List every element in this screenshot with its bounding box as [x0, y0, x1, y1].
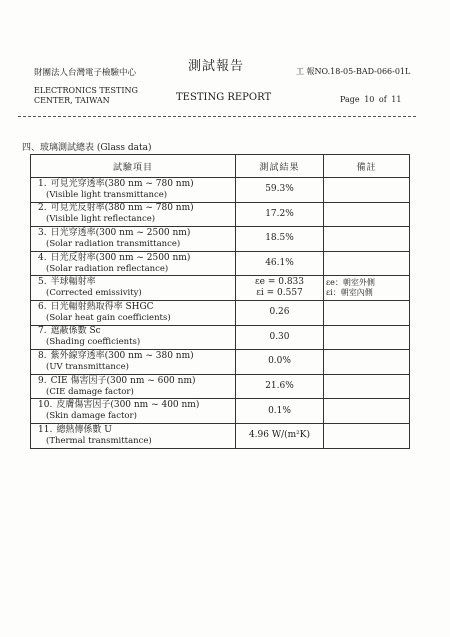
glass-data-table: [30, 154, 410, 449]
test-item-number: 7.: [38, 326, 47, 337]
table-row: [31, 300, 410, 325]
section-title: 四、玻璃測試總表 (Glass data): [22, 143, 152, 153]
test-item-cell: [31, 300, 236, 325]
table-body: [31, 178, 410, 449]
table-row: [31, 227, 410, 252]
document-title-en: TESTING REPORT: [176, 92, 272, 103]
test-item-cell: [31, 227, 236, 252]
table-row: [31, 202, 410, 227]
test-item-name-en: (Visible light transmittance): [46, 189, 168, 200]
test-item-title: [38, 228, 235, 239]
remarks-cell: [324, 423, 410, 448]
test-item-name-en: (Solar radiation reflectance): [46, 263, 169, 274]
test-item-title: [38, 400, 235, 411]
test-result-value: 46.1%: [265, 258, 294, 269]
test-result-cell: [236, 227, 324, 252]
table-row: [31, 276, 410, 301]
test-item-number: 9.: [38, 375, 47, 386]
test-result-cell: [236, 423, 324, 448]
header-remarks: 備註: [324, 155, 410, 178]
test-result-value: 17.2%: [265, 208, 294, 219]
test-item-cell: [31, 202, 236, 227]
test-result-cell: [236, 325, 324, 350]
test-item-name-zh: 紫外線穿透率(300 nm ~ 380 nm): [50, 350, 194, 361]
test-result-cell: [236, 374, 324, 399]
test-item-cell: [31, 251, 236, 276]
test-item-title: [38, 376, 235, 387]
test-item-cell: [31, 276, 236, 301]
test-result-value: 21.6%: [265, 381, 294, 392]
test-item-number: 8.: [38, 350, 47, 361]
organization-name-zh: 財團法人台灣電子檢驗中心: [34, 68, 137, 78]
test-item-title: [38, 425, 235, 436]
remarks-cell: [324, 374, 410, 399]
test-result-cell: [236, 251, 324, 276]
test-item-cell: [31, 178, 236, 203]
report-number: 工 報NO.18-05-BAD-066-01L: [296, 67, 411, 76]
table-row: [31, 423, 410, 448]
test-result-value: 4.96 W/(m²K): [248, 430, 311, 441]
test-item-title: [38, 302, 235, 313]
remark-text: εi：朝室內側: [326, 288, 373, 298]
test-item-number: 11.: [38, 424, 53, 435]
test-item-name-en: (Solar radiation transmittance): [46, 238, 181, 249]
test-item-name-en: (Solar heat gain coefficients): [46, 312, 171, 323]
test-item-number: 2.: [38, 203, 47, 214]
test-result-cell: [236, 300, 324, 325]
test-item-cell: [31, 423, 236, 448]
remarks-cell: [324, 202, 410, 227]
test-item-name-en: (Skin damage factor): [46, 411, 137, 422]
header-test-result: 測試結果: [236, 155, 324, 178]
test-result-cell: [236, 399, 324, 424]
test-result-value: 0.30: [269, 331, 290, 342]
test-item-cell: [31, 399, 236, 424]
table-row: [31, 399, 410, 424]
test-item-number: 5.: [38, 277, 47, 288]
test-result-cell: [236, 276, 324, 301]
test-result-value: εi = 0.557: [256, 288, 303, 299]
test-item-name-zh: 皮膚傷害因子(300 nm ~ 400 nm): [56, 400, 200, 411]
test-item-name-zh: 可見光穿透率(380 nm ~ 780 nm): [50, 178, 194, 189]
test-item-number: 4.: [38, 252, 47, 263]
test-result-cell: [236, 350, 324, 375]
organization-name-en: [34, 86, 138, 106]
remark-text: εe：朝室外側: [326, 278, 375, 288]
test-item-name-zh: 總熱傳係數 U: [56, 424, 112, 435]
test-result-value: 59.3%: [265, 184, 294, 195]
remarks-cell: [324, 399, 410, 424]
test-result-value: 0.26: [269, 307, 290, 318]
remarks-cell: [324, 227, 410, 252]
header-separator: [18, 116, 416, 117]
test-item-cell: [31, 374, 236, 399]
test-item-name-zh: 遮蔽係數 Sc: [50, 326, 101, 337]
test-item-name-en: (Thermal transmittance): [46, 435, 152, 446]
table-row: [31, 325, 410, 350]
test-item-name-zh: 可見光反射率(380 nm ~ 780 nm): [50, 203, 194, 214]
test-result-value: 18.5%: [265, 233, 294, 244]
table-row: [31, 350, 410, 375]
remarks-cell: [324, 300, 410, 325]
test-item-title: [38, 326, 235, 337]
test-item-name-en: (UV transmittance): [46, 361, 129, 372]
test-item-number: 10.: [38, 400, 53, 411]
page-number: Page 10 of 11: [340, 95, 402, 104]
test-item-name-zh: 日光穿透率(300 nm ~ 2500 nm): [50, 227, 191, 238]
test-item-number: 6.: [38, 301, 47, 312]
test-item-name-en: (Visible light reflectance): [46, 214, 156, 225]
table-row: [31, 178, 410, 203]
table-header-row: [31, 155, 410, 178]
test-item-title: [38, 277, 235, 288]
test-result-cell: [236, 178, 324, 203]
test-item-name-zh: 半球輻射率: [50, 277, 96, 288]
test-item-cell: [31, 350, 236, 375]
remarks-cell: [324, 251, 410, 276]
test-item-name-zh: 日光輻射熱取得率 SHGC: [50, 301, 154, 312]
test-item-name-en: (CIE damage factor): [46, 386, 134, 397]
document-title-zh: 測試報告: [188, 59, 245, 74]
test-item-number: 3.: [38, 227, 47, 238]
test-item-number: 1.: [38, 178, 47, 189]
test-result-value: εe = 0.833: [254, 277, 305, 288]
test-item-name-zh: CIE 傷害因子(300 nm ~ 600 nm): [50, 375, 196, 386]
test-item-title: [38, 179, 235, 190]
remarks-cell: [324, 325, 410, 350]
test-result-value: 0.0%: [268, 356, 291, 367]
test-item-name-en: (Corrected emissivity): [46, 288, 142, 299]
test-item-title: [38, 351, 235, 362]
table-row: [31, 251, 410, 276]
header-test-item: 試驗項目: [31, 155, 236, 178]
test-result-cell: [236, 202, 324, 227]
organization-name-en-line1: ELECTRONICS TESTING: [34, 86, 138, 95]
test-item-name-zh: 日光反射率(300 nm ~ 2500 nm): [50, 252, 191, 263]
table-row: [31, 374, 410, 399]
remarks-cell: [324, 178, 410, 203]
test-item-title: [38, 253, 235, 264]
test-item-title: [38, 203, 235, 214]
remarks-cell: [324, 276, 410, 301]
test-item-name-en: (Shading coefficients): [46, 337, 141, 348]
remarks-cell: [324, 350, 410, 375]
organization-name-en-line2: CENTER, TAIWAN: [34, 96, 110, 105]
test-result-value: 0.1%: [268, 405, 291, 416]
test-item-cell: [31, 325, 236, 350]
